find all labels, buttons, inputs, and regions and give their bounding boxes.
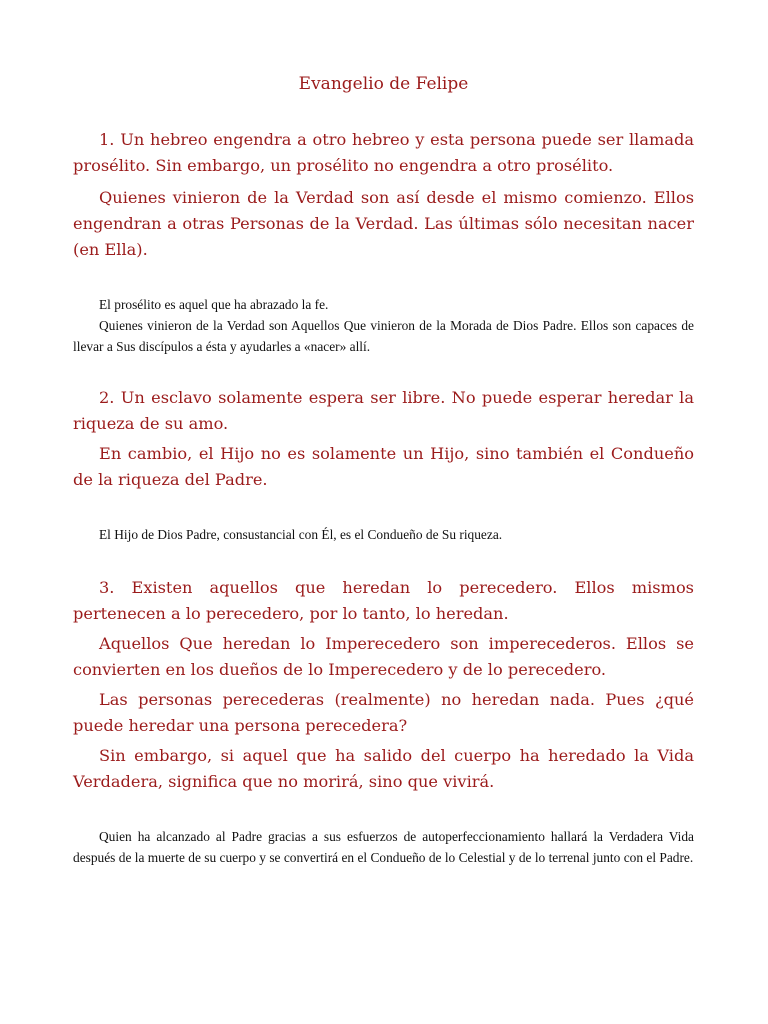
verse-paragraph: Sin embargo, si aquel que ha salido del cuerpo ha heredado la Vida Verdadera, significa que no morirá, sino que vivirá. xyxy=(73,746,694,791)
document-title: Evangelio de Felipe xyxy=(298,74,469,94)
commentary-paragraph: Quien ha alcanzado al Padre gracias a sus esfuerzos de autoperfeccionamiento hallará la Verdadera Vida después de la muerte de su cuerpo y se convertirá en el Condueño de lo Celestial y de lo terrenal junto con el Padre. xyxy=(73,829,694,865)
commentary-paragraph: El prosélito es aquel que ha abrazado la fe. xyxy=(99,297,329,312)
commentary-paragraph: Quienes vinieron de la Verdad son Aquellos Que vinieron de la Morada de Dios Padre. Ellos son capaces de llevar a Sus discípulos a ésta y ayudarles a «nacer» allí. xyxy=(73,318,694,354)
commentary-paragraph: El Hijo de Dios Padre, consustancial con Él, es el Condueño de Su riqueza. xyxy=(99,527,503,542)
verse-paragraph: Las personas perecederas (realmente) no heredan nada. Pues ¿qué puede heredar una persona perecedera? xyxy=(73,690,694,735)
verse-paragraph: En cambio, el Hijo no es solamente un Hijo, sino también el Condueño de la riqueza del Padre. xyxy=(73,444,694,489)
verse-paragraph: 1. Un hebreo engendra a otro hebreo y esta persona puede ser llamada prosélito. Sin embargo, un prosélito no engendra a otro prosélito. xyxy=(73,130,694,175)
verse-paragraph: Aquellos Que heredan lo Imperecedero son imperecederos. Ellos se convierten en los dueños de lo Imperecedero y de lo perecedero. xyxy=(73,634,694,679)
verse-paragraph: 2. Un esclavo solamente espera ser libre. No puede esperar heredar la riqueza de su amo. xyxy=(73,388,694,433)
verse-paragraph: Quienes vinieron de la Verdad son así desde el mismo comienzo. Ellos engendran a otras Personas de la Verdad. Las últimas sólo necesitan nacer (en Ella). xyxy=(73,188,694,259)
verse-paragraph: 3. Existen aquellos que heredan lo perecedero. Ellos mismos pertenecen a lo perecedero, por lo tanto, lo heredan. xyxy=(73,578,694,623)
